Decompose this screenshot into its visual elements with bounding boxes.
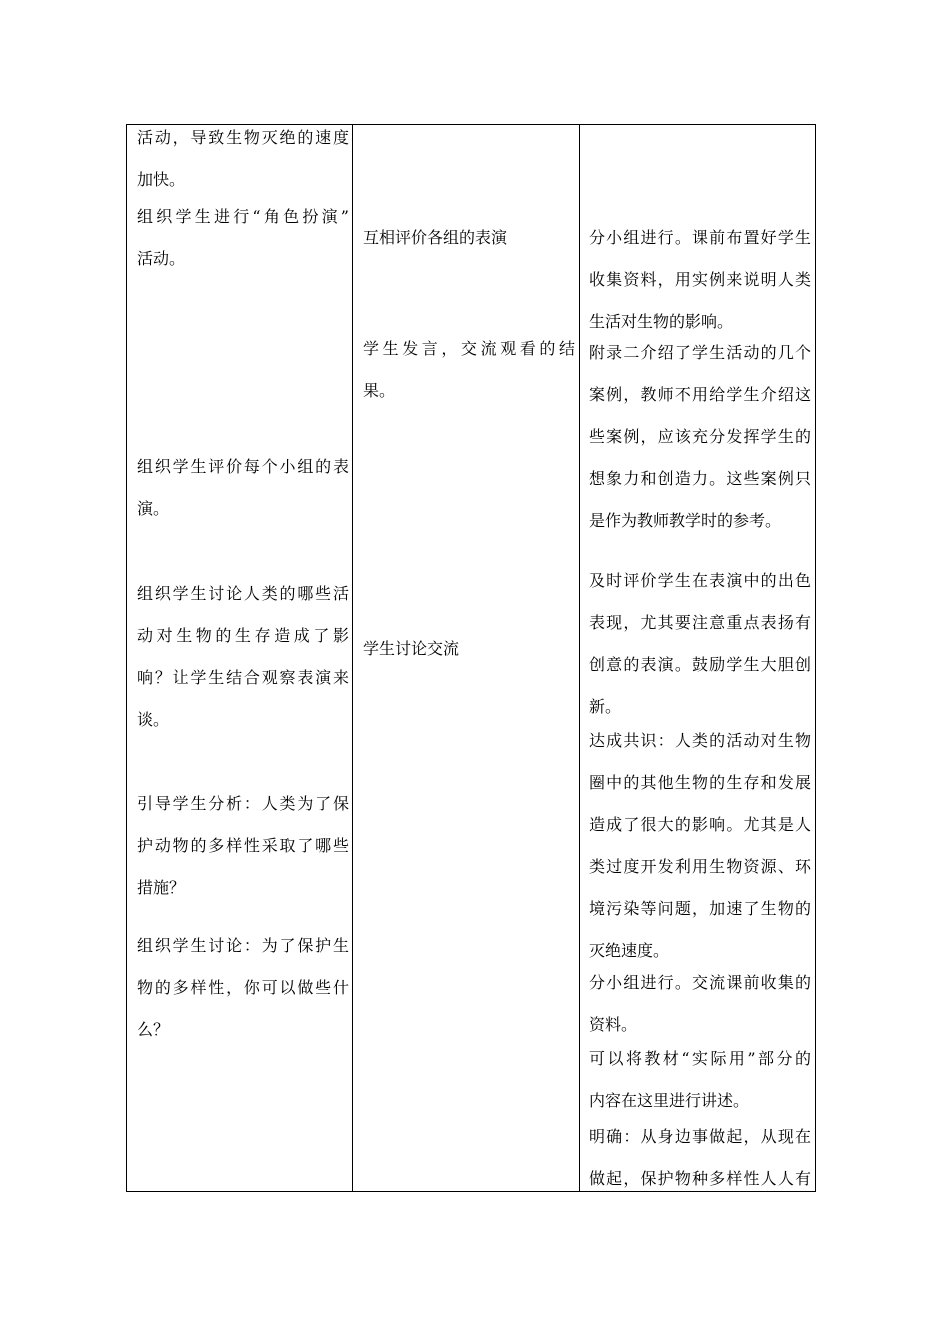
lesson-table — [126, 124, 816, 1192]
design-note: 分小组进行。交流课前收集的 资料。 — [589, 973, 811, 1034]
teacher-activity: 活动，导致生物灭绝的速度 加快。 — [137, 128, 349, 189]
teacher-activity: 组织学生评价每个小组的表 演。 — [137, 457, 349, 518]
teacher-activity: 组织学生讨论：为了保护生 物的多样性，你可以做些什 么？ — [137, 936, 349, 1039]
design-note: 分小组进行。课前布置好学生 收集资料，用实例来说明人类 生活对生物的影响。 — [589, 228, 811, 331]
design-note: 及时评价学生在表演中的出色 表现，尤其要注意重点表扬有 创意的表演。鼓励学生大胆创 新。 — [589, 571, 811, 716]
teacher-activity: 引导学生分析：人类为了保 护动物的多样性采取了哪些 措施？ — [137, 794, 349, 897]
design-note: 附录二介绍了学生活动的几个 案例，教师不用给学生介绍这 些案例，应该充分发挥学生的 想象力和创造力。这些案例只 是作为教师教学时的参考。 — [589, 343, 811, 530]
design-note: 明确：从身边事做起，从现在 做起，保护物种多样性人人有 — [589, 1127, 811, 1188]
column-divider — [579, 125, 580, 1191]
student-activity: 互相评价各组的表演 — [363, 228, 508, 247]
teacher-activity: 组织学生进行“角色扮演” 活动。 — [137, 207, 349, 268]
student-activity: 学生讨论交流 — [363, 639, 460, 658]
column-divider — [352, 125, 353, 1191]
student-activity: 学生发言，交流观看的结 果。 — [363, 339, 575, 400]
teacher-activity: 组织学生讨论人类的哪些活 动对生物的生存造成了影 响？让学生结合观察表演来 谈。 — [137, 584, 349, 729]
design-note: 可以将教材“实际用”部分的 内容在这里进行讲述。 — [589, 1049, 811, 1110]
design-note: 达成共识：人类的活动对生物 圈中的其他生物的生存和发展 造成了很大的影响。尤其是人 类过度开发利用生物资源、环 境污染等问题，加速了生物的 灭绝速度。 — [589, 731, 811, 960]
